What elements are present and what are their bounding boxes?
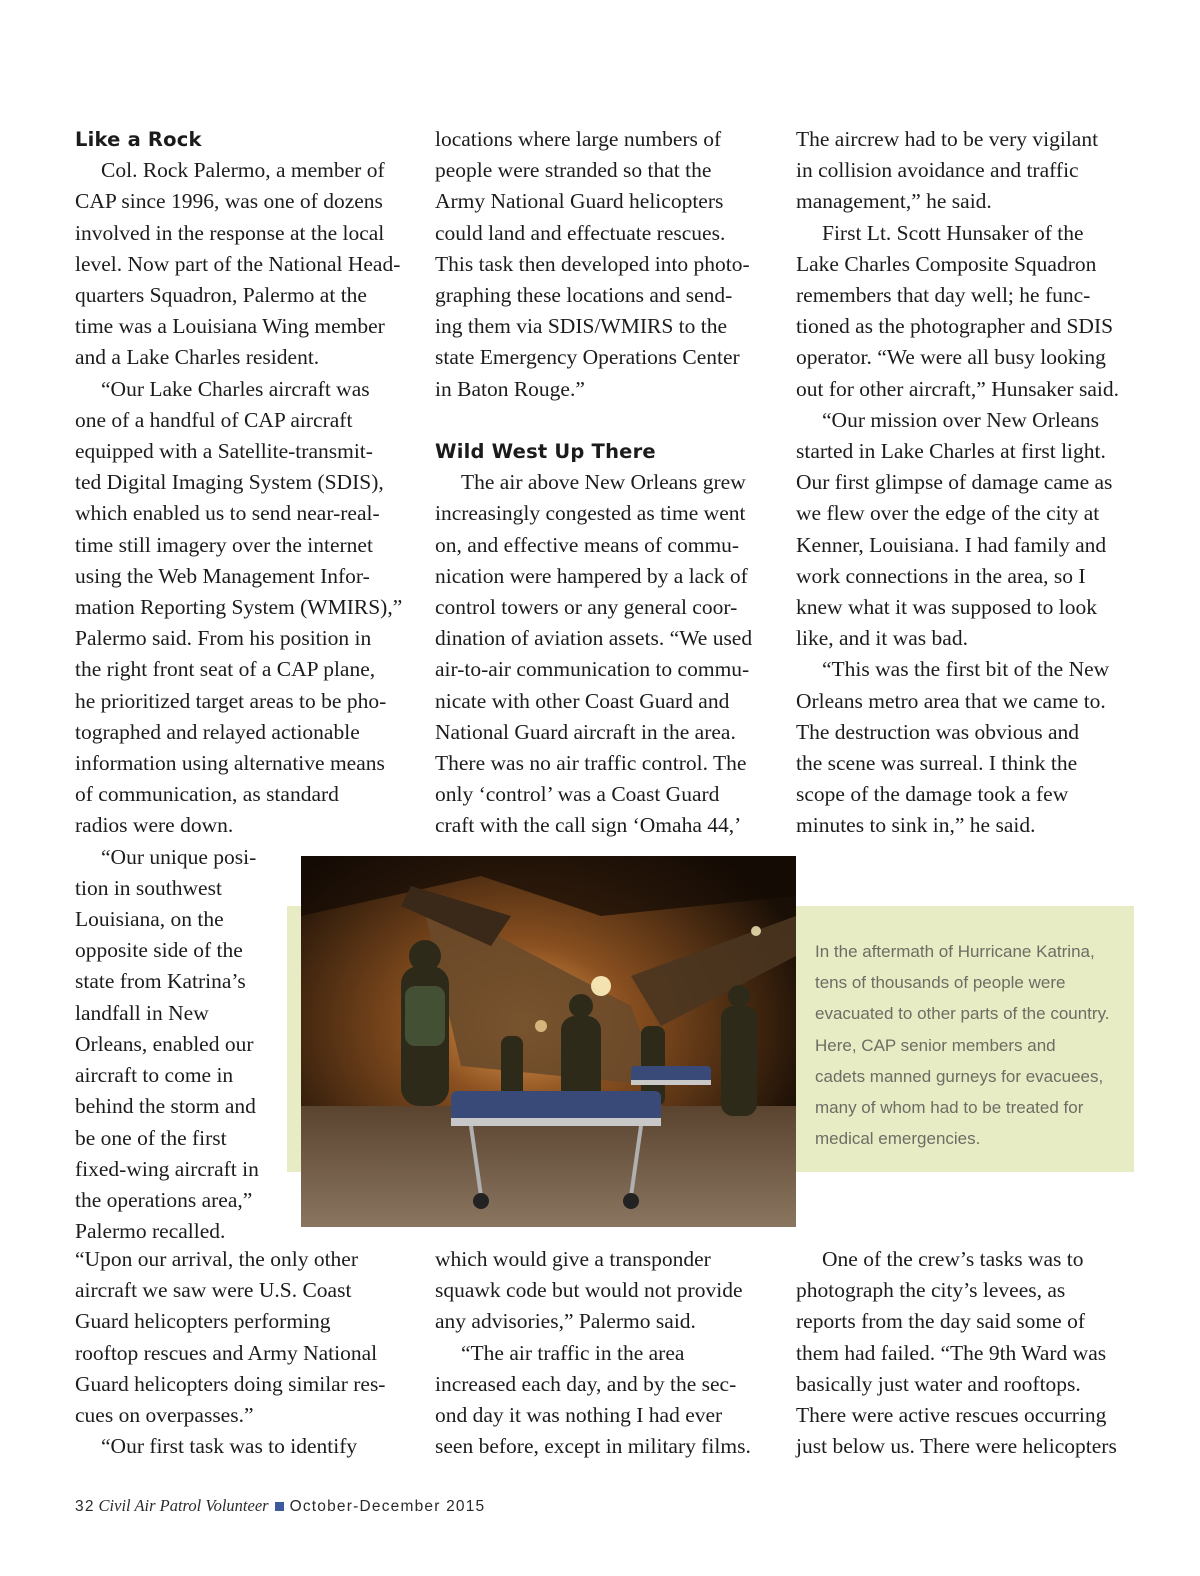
text-line: could land and effectuate rescues. — [435, 220, 726, 245]
text-line: The destruction was obvious and — [796, 719, 1080, 744]
page-number: 32 — [75, 1498, 95, 1515]
text-line: aircraft to come in — [75, 1063, 234, 1088]
page-footer — [75, 1496, 485, 1516]
text-line: tographed and relayed actionable — [75, 719, 360, 744]
text-line: There was no air traffic control. The — [435, 751, 747, 776]
column-2-top — [435, 124, 752, 842]
text-line: rooftop rescues and Army National — [75, 1340, 378, 1365]
text-line: mation Reporting System (WMIRS),” — [75, 595, 403, 620]
text-line: “The air traffic in the area — [461, 1340, 685, 1365]
text-line: scope of the damage took a few — [796, 782, 1069, 807]
text-line: them had failed. “The 9th Ward was — [796, 1340, 1107, 1365]
paragraph — [75, 1244, 385, 1431]
text-line: Kenner, Louisiana. I had family and — [796, 532, 1107, 557]
paragraph — [435, 1244, 751, 1338]
text-line: There were active rescues occurring — [796, 1403, 1107, 1428]
text-line: out for other aircraft,” Hunsaker said. — [796, 376, 1119, 401]
paragraph — [75, 1431, 385, 1462]
paragraph — [435, 467, 752, 841]
text-line: level. Now part of the National Head- — [75, 251, 401, 276]
text-line: increasingly congested as time went — [435, 501, 746, 526]
text-line: National Guard aircraft in the area. — [435, 719, 736, 744]
text-line: One of the crew’s tasks was to — [822, 1247, 1084, 1271]
text-line: state Emergency Operations Center — [435, 345, 740, 370]
issue-date: October-December 2015 — [289, 1498, 486, 1515]
text-line: basically just water and rooftops. — [796, 1371, 1081, 1396]
photo-caption — [815, 936, 1110, 1154]
text-line: using the Web Management Infor- — [75, 563, 370, 588]
text-line: involved in the response at the local — [75, 220, 385, 245]
text-line: “Our first task was to identify — [101, 1434, 358, 1459]
text-line: medical emergencies. — [815, 1129, 981, 1149]
text-line: radios were down. — [75, 813, 234, 838]
text-line: fixed-wing aircraft in — [75, 1156, 259, 1181]
text-line: management,” he said. — [796, 189, 992, 214]
text-line: time was a Louisiana Wing member — [75, 314, 385, 339]
text-line: dination of aviation assets. “We used — [435, 626, 753, 651]
text-line: quarters Squadron, Palermo at the — [75, 283, 367, 308]
text-line: knew what it was supposed to look — [796, 595, 1097, 620]
text-line: locations where large numbers of — [435, 127, 722, 151]
text-line: which enabled us to send near-real- — [75, 501, 380, 526]
text-line: craft with the call sign ‘Omaha 44,’ — [435, 813, 742, 838]
text-line: evacuated to other parts of the country. — [815, 1004, 1110, 1024]
text-line: Our first glimpse of damage came as — [796, 470, 1113, 495]
text-line: “Our mission over New Orleans — [822, 407, 1100, 432]
paragraph — [75, 374, 402, 842]
text-line: ted Digital Imaging System (SDIS), — [75, 470, 384, 495]
column-1-bottom — [75, 1244, 385, 1462]
text-line: many of whom had to be treated for — [815, 1098, 1084, 1118]
text-line: graphing these locations and send- — [435, 283, 733, 308]
text-line: the operations area,” — [75, 1187, 253, 1212]
text-line: Here, CAP senior members and — [815, 1035, 1056, 1055]
text-line: ond day it was nothing I had ever — [435, 1403, 723, 1428]
text-line: Col. Rock Palermo, a member of — [101, 158, 385, 183]
text-line: seen before, except in military films. — [435, 1434, 751, 1459]
text-line: “Our Lake Charles aircraft was — [101, 376, 370, 401]
text-line: one of a handful of CAP aircraft — [75, 407, 353, 432]
text-line: Orleans, enabled our — [75, 1031, 254, 1056]
text-line: Army National Guard helicopters — [435, 189, 724, 214]
text-line: nication were hampered by a lack of — [435, 563, 748, 588]
text-line: we flew over the edge of the city at — [796, 501, 1100, 526]
text-line: started in Lake Charles at first light. — [796, 439, 1106, 464]
text-line: Guard helicopters doing similar res- — [75, 1371, 386, 1396]
paragraph — [796, 1244, 1117, 1462]
text-line: operator. “We were all busy looking — [796, 345, 1106, 370]
text-line: tion in southwest — [75, 875, 222, 900]
text-line: landfall in New — [75, 1000, 209, 1025]
paragraph — [796, 654, 1119, 841]
text-line: reports from the day said some of — [796, 1309, 1085, 1334]
paragraph — [796, 405, 1119, 655]
text-line: work connections in the area, so I — [796, 563, 1086, 588]
text-line: Orleans metro area that we came to. — [796, 688, 1106, 713]
evacuation-photo — [301, 856, 796, 1227]
text-line: air-to-air communication to commu- — [435, 657, 750, 682]
text-line: ing them via SDIS/WMIRS to the — [435, 314, 728, 339]
text-line: Lake Charles Composite Squadron — [796, 251, 1097, 276]
paragraph — [796, 124, 1119, 218]
text-line: Palermo recalled. — [75, 1219, 226, 1244]
text-line: be one of the first — [75, 1125, 227, 1150]
text-line: only ‘control’ was a Coast Guard — [435, 782, 720, 807]
text-line: behind the storm and — [75, 1094, 256, 1119]
text-line: state from Katrina’s — [75, 969, 246, 994]
text-line: opposite side of the — [75, 938, 243, 963]
text-line: like, and it was bad. — [796, 626, 968, 651]
text-line: aircraft we saw were U.S. Coast — [75, 1278, 352, 1303]
column-3-top — [796, 124, 1119, 842]
text-line: tens of thousands of people were — [815, 973, 1066, 993]
paragraph — [75, 155, 402, 373]
text-line: The aircrew had to be very vigilant — [796, 127, 1099, 151]
text-line: nicate with other Coast Guard and — [435, 688, 730, 713]
text-line: of communication, as standard — [75, 782, 339, 807]
paragraph — [435, 1338, 751, 1463]
text-line: “Our unique posi- — [101, 844, 257, 869]
text-line: in collision avoidance and traffic — [796, 158, 1079, 183]
text-line: information using alternative means — [75, 751, 385, 776]
square-bullet-icon — [275, 1502, 284, 1511]
text-line: First Lt. Scott Hunsaker of the — [822, 220, 1084, 245]
text-line: Palermo said. From his position in — [75, 626, 372, 651]
text-line: the scene was surreal. I think the — [796, 751, 1078, 776]
text-line: tioned as the photographer and SDIS — [796, 314, 1114, 339]
text-line: time still imagery over the internet — [75, 532, 373, 557]
text-line: “This was the first bit of the New — [822, 657, 1110, 682]
text-line: CAP since 1996, was one of dozens — [75, 189, 383, 214]
text-line: the right front seat of a CAP plane, — [75, 657, 376, 682]
text-line: equipped with a Satellite-transmit- — [75, 439, 373, 464]
text-line: increased each day, and by the sec- — [435, 1371, 737, 1396]
text-line: In the aftermath of Hurricane Katrina, — [815, 942, 1095, 961]
text-line: which would give a transponder — [435, 1247, 711, 1271]
section-heading-wild-west: Wild West Up There — [435, 440, 656, 464]
column-3-bottom — [796, 1244, 1117, 1462]
text-line: he prioritized target areas to be pho- — [75, 688, 387, 713]
text-line: photograph the city’s levees, as — [796, 1278, 1066, 1303]
text-line: cadets manned gurneys for evacuees, — [815, 1066, 1104, 1086]
text-line: control towers or any general coor- — [435, 595, 738, 620]
text-line: minutes to sink in,” he said. — [796, 813, 1036, 838]
text-line: on, and effective means of commu- — [435, 532, 740, 557]
text-line: cues on overpasses.” — [75, 1403, 254, 1428]
text-line: just below us. There were helicopters — [796, 1434, 1117, 1459]
text-line: and a Lake Charles resident. — [75, 345, 320, 370]
section-heading-like-a-rock: Like a Rock — [75, 128, 202, 151]
publication-name: Civil Air Patrol Volunteer — [98, 1496, 269, 1515]
text-line: This task then developed into photo- — [435, 251, 750, 276]
text-line: in Baton Rouge.” — [435, 376, 585, 401]
text-line: The air above New Orleans grew — [461, 470, 746, 495]
column-2-bottom — [435, 1244, 751, 1462]
text-line: any advisories,” Palermo said. — [435, 1309, 696, 1334]
paragraph — [796, 218, 1119, 405]
text-line: Louisiana, on the — [75, 907, 224, 932]
text-line: remembers that day well; he func- — [796, 283, 1091, 308]
text-line: “Upon our arrival, the only other — [75, 1247, 358, 1271]
text-line: people were stranded so that the — [435, 158, 712, 183]
text-line: Guard helicopters performing — [75, 1309, 331, 1334]
text-line: squawk code but would not provide — [435, 1278, 743, 1303]
paragraph — [435, 124, 752, 405]
